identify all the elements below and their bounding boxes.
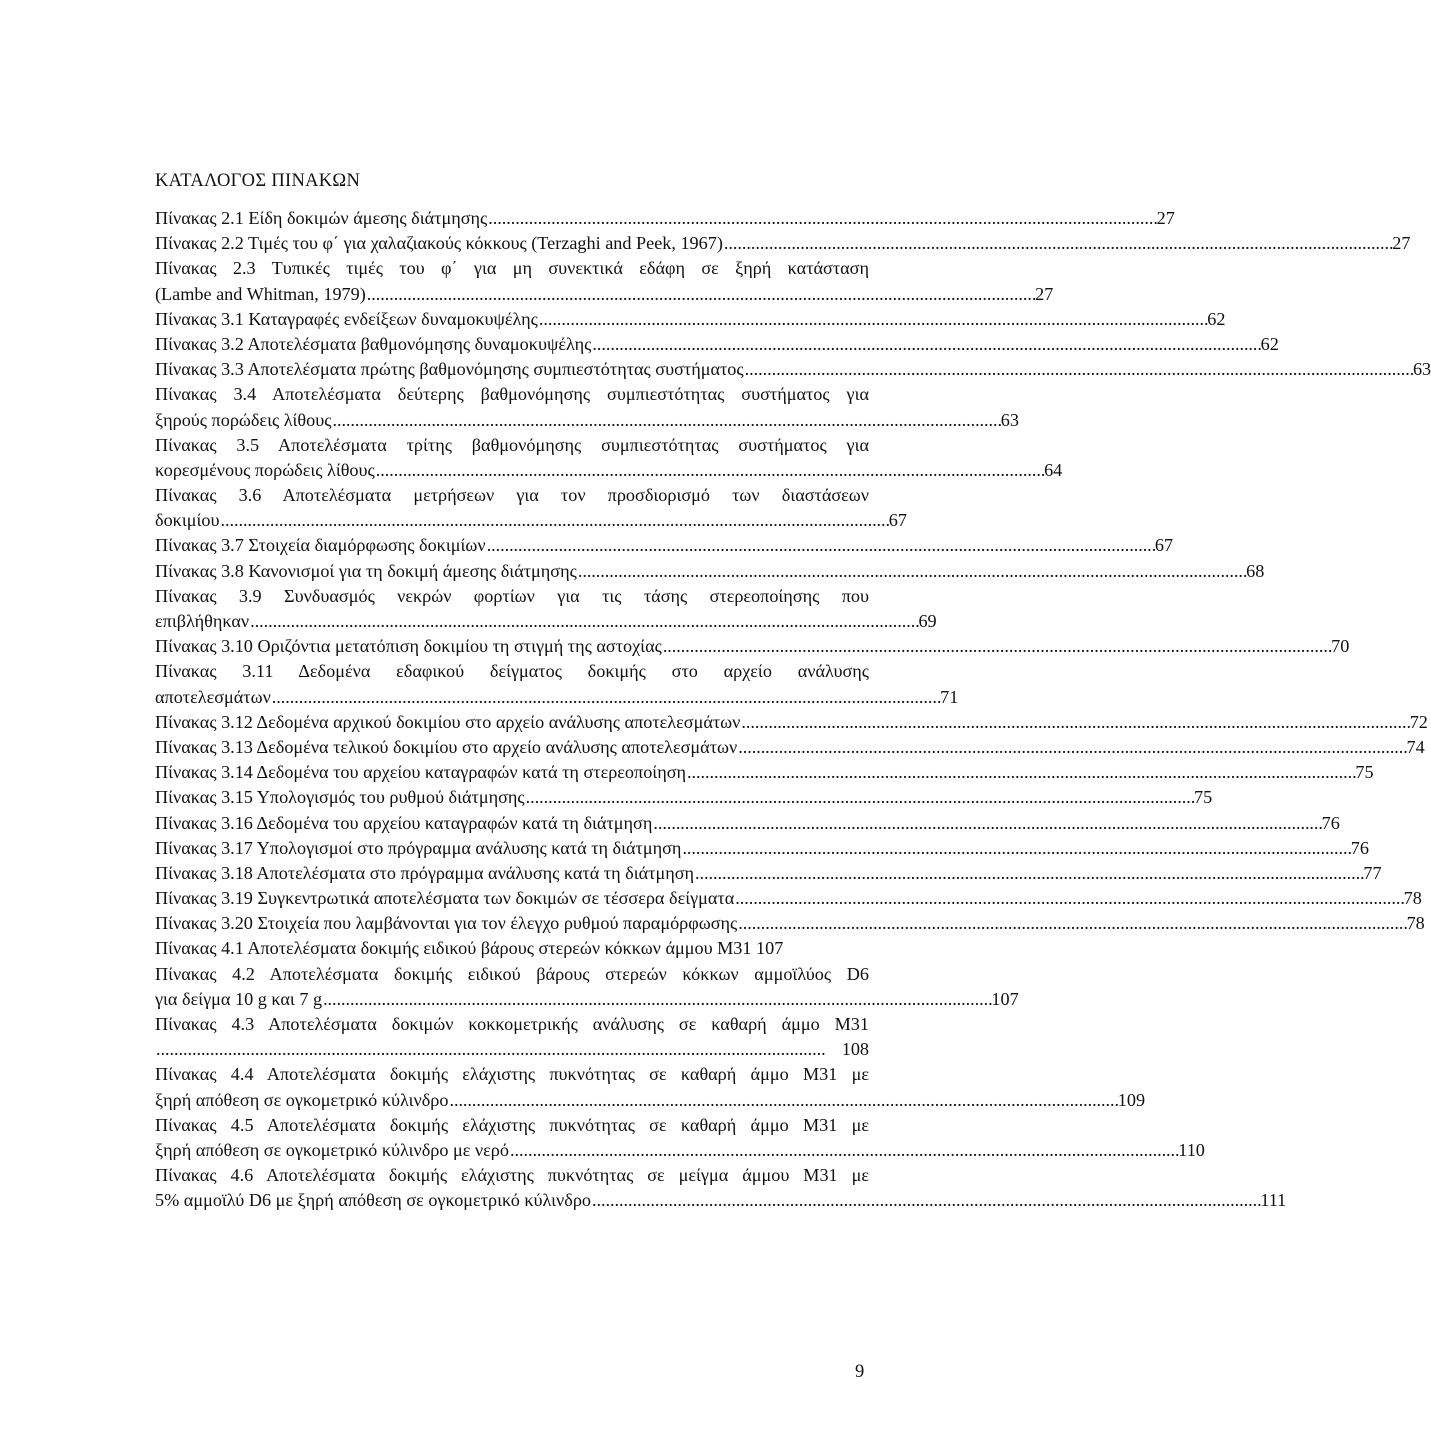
toc-entry-text: Πίνακας 3.11 Δεδομένα εδαφικού δείγματος δοκιμής στο αρχείο ανάλυσης	[155, 661, 869, 682]
toc-entry[interactable]	[155, 1062, 1146, 1112]
toc-entry-page: 64	[1044, 459, 1063, 480]
toc-entry[interactable]	[155, 483, 907, 533]
toc-entry-text: Πίνακας 3.12 Δεδομένα αρχικού δοκιμίου στο αρχείο ανάλυσης αποτελεσμάτων	[155, 711, 741, 732]
dot-leader	[510, 1138, 1177, 1163]
page-number: 9	[855, 1362, 865, 1382]
toc-entry[interactable]	[155, 256, 1054, 306]
dot-leader	[449, 1088, 1116, 1113]
toc-entry[interactable]	[155, 382, 1019, 432]
toc-entry[interactable]	[155, 811, 1340, 836]
toc-entry-page: 68	[1246, 560, 1265, 581]
toc-entry-row	[155, 206, 1175, 231]
toc-entry-page: 78	[1406, 913, 1425, 934]
toc-entry[interactable]	[155, 785, 1213, 810]
toc-entry-page: 27	[1035, 283, 1054, 304]
toc-entry-text: ξηρή απόθεση σε ογκομετρικό κύλινδρο με νερό	[155, 1139, 509, 1160]
dot-leader	[578, 559, 1245, 584]
toc-entry-page: 63	[1000, 409, 1019, 430]
toc-entry-page: 67	[888, 510, 907, 531]
dot-leader	[526, 785, 1193, 810]
toc-entry-page: 70	[1331, 636, 1350, 657]
document-page	[155, 168, 1431, 1214]
toc-entry-row	[155, 307, 1226, 332]
toc-entry-text: Πίνακας 3.4 Αποτελέσματα δεύτερης βαθμονόμησης συμπιεστότητας συστήματος για	[155, 384, 869, 405]
dot-leader	[323, 987, 990, 1012]
toc-entry-text: αποτελεσμάτων	[155, 686, 271, 707]
toc-entry-row	[155, 710, 1428, 735]
toc-entry-page: 27	[1156, 208, 1175, 228]
toc-entry-page: 72	[1409, 711, 1428, 732]
toc-entry[interactable]	[155, 559, 1265, 584]
toc-entry[interactable]	[155, 760, 1374, 785]
toc-entry-page: 107	[991, 988, 1019, 1009]
toc-entry-page: 76	[1321, 812, 1340, 833]
dot-leader	[738, 735, 1405, 760]
toc-entry-row	[155, 408, 1019, 433]
toc-entry-row	[155, 1138, 1205, 1163]
dot-leader	[332, 408, 999, 433]
toc-entry-page: 75	[1193, 787, 1213, 808]
toc-entry-text: Πίνακας 3.10 Οριζόντια μετατόπιση δοκιμίου τη στιγμή της αστοχίας	[155, 636, 662, 657]
toc-entry-text: Πίνακας 4.6 Αποτελέσματα δοκιμής ελάχιστης πυκνότητας σε μείγμα άμμου M31 με	[155, 1165, 869, 1186]
toc-entry[interactable]	[155, 836, 1369, 861]
toc-entry-text: ξηρή απόθεση σε ογκομετρικό κύλινδρο	[155, 1089, 449, 1110]
toc-entry-row	[155, 231, 1411, 256]
toc-entry-text: 5% αμμοϊλύ D6 με ξηρή απόθεση σε ογκομετρικό κύλινδρο	[155, 1190, 592, 1211]
toc-entry-page: 76	[1350, 837, 1369, 858]
toc-entry[interactable]	[155, 659, 959, 709]
dot-leader	[592, 332, 1259, 357]
toc-entry-row	[155, 1188, 1287, 1213]
dot-leader	[367, 282, 1034, 307]
toc-entry-text: Πίνακας 3.9 Συνδυασμός νεκρών φορτίων για τις τάσης στερεοποίησης που	[155, 585, 869, 606]
toc-entry-text: Πίνακας 3.3 Αποτελέσματα πρώτης βαθμονόμησης συμπιεστότητας συστήματος	[155, 359, 744, 380]
toc-entry-page: 67	[1154, 535, 1174, 556]
dot-leader	[741, 710, 1408, 735]
toc-entry-page: 62	[1260, 333, 1279, 354]
dot-leader	[724, 231, 1391, 256]
toc-entry[interactable]	[155, 231, 1411, 256]
toc-entry[interactable]	[155, 206, 1175, 231]
toc-entry-page: 108	[841, 1039, 869, 1060]
toc-entry-row	[155, 735, 1425, 760]
toc-entry-text: Πίνακας 2.3 Τυπικές τιμές του φ΄ για μη συνεκτικά εδάφη σε ξηρή κατάσταση	[155, 258, 869, 279]
dot-leader	[272, 685, 939, 710]
toc-entry-page: 74	[1406, 736, 1425, 757]
toc-entry[interactable]	[155, 433, 1063, 483]
dot-leader	[695, 861, 1362, 886]
dot-leader	[735, 886, 1402, 911]
toc-entry-page: 75	[1355, 762, 1374, 783]
toc-entry-text: Πίνακας 3.19 Συγκεντρωτικά αποτελέσματα των δοκιμών σε τέσσερα δείγματα	[155, 888, 735, 909]
toc-entry-row	[155, 1088, 1146, 1113]
toc-entry-page: 109	[1117, 1089, 1146, 1110]
toc-entry-page: 27	[1392, 233, 1411, 254]
toc-entry[interactable]	[155, 584, 937, 634]
toc-entry-text: Πίνακας 3.8 Κανονισμοί για τη δοκιμή άμεσης διάτμησης	[155, 560, 577, 581]
toc-entry-row	[155, 886, 1422, 911]
page-title: ΚΑΤΑΛΟΓΟΣ ΠΙΝΑΚΩΝ	[155, 171, 361, 191]
dot-leader	[487, 533, 1154, 558]
toc-entry-text: Πίνακας 3.5 Αποτελέσματα τρίτης βαθμονόμησης συμπιεστότητας συστήματος για	[155, 434, 869, 455]
toc-entry-text: Πίνακας 3.16 Δεδομένα του αρχείου καταγραφών κατά τη διάτμηση	[155, 812, 653, 833]
dot-leader	[250, 609, 917, 634]
toc-entry[interactable]	[155, 357, 1431, 382]
toc-entry-row	[155, 559, 1265, 584]
table-of-tables-list	[155, 206, 1431, 1214]
toc-entry-text: για δείγμα 10 g και 7 g	[155, 988, 323, 1009]
toc-entry-text: Πίνακας 4.3 Αποτελέσματα δοκιμών κοκκομετρικής ανάλυσης σε καθαρή άμμο M31	[155, 1014, 869, 1034]
toc-entry-row	[155, 609, 937, 634]
toc-entry-page: 110	[1178, 1139, 1205, 1160]
toc-entry-row	[155, 836, 1369, 861]
toc-entry-text: Πίνακας 2.1 Είδη δοκιμών άμεσης διάτμησης	[155, 208, 488, 228]
toc-entry-row	[155, 685, 959, 710]
toc-entry-row	[155, 785, 1213, 810]
toc-entry-text: Πίνακας 3.6 Αποτελέσματα μετρήσεων για τον προσδιορισμό των διαστάσεων	[155, 485, 869, 506]
toc-entry[interactable]	[155, 861, 1382, 886]
toc-entry-text: κορεσμένους πορώδεις λίθους	[155, 459, 375, 480]
toc-entry-text: Πίνακας 3.13 Δεδομένα τελικού δοκιμίου στο αρχείο ανάλυσης αποτελεσμάτων	[155, 736, 738, 757]
toc-entry-text: Πίνακας 3.20 Στοιχεία που λαμβάνονται για τον έλεγχο ρυθμού παραμόρφωσης	[155, 913, 738, 934]
toc-entry-row	[155, 811, 1340, 836]
dot-leader	[488, 206, 1155, 231]
toc-entry[interactable]	[155, 533, 1174, 558]
toc-entry-text: Πίνακας 4.5 Αποτελέσματα δοκιμής ελάχιστης πυκνότητας σε καθαρή άμμο M31 με	[155, 1114, 869, 1135]
toc-entry-text: Πίνακας 4.4 Αποτελέσματα δοκιμής ελάχιστης πυκνότητας σε καθαρή άμμο M31 με	[155, 1064, 869, 1085]
toc-entry-text: Πίνακας 4.1 Αποτελέσματα δοκιμής ειδικού βάρους στερεών κόκκων άμμου M31 107	[155, 938, 784, 959]
toc-entry-row	[155, 332, 1279, 357]
toc-entry-page: 111	[1260, 1190, 1287, 1211]
dot-leader	[663, 634, 1330, 659]
toc-entry-text: ξηρούς πορώδεις λίθους	[155, 409, 332, 430]
toc-entry-row	[155, 357, 1431, 382]
dot-leader	[653, 811, 1320, 836]
toc-entry-row	[155, 282, 1054, 307]
toc-entry-text: Πίνακας 3.7 Στοιχεία διαμόρφωσης δοκιμίων	[155, 535, 486, 556]
toc-entry[interactable]	[155, 1012, 869, 1062]
toc-entry[interactable]	[155, 1163, 1287, 1213]
dot-leader	[738, 911, 1405, 936]
dot-leader	[156, 1037, 841, 1062]
toc-entry-text: (Lambe and Whitman, 1979)	[155, 283, 366, 304]
toc-entry-text: Πίνακας 3.2 Αποτελέσματα βαθμονόμησης δυναμοκυψέλης	[155, 333, 592, 354]
dot-leader	[745, 357, 1412, 382]
toc-entry[interactable]	[155, 886, 1422, 911]
toc-entry[interactable]	[155, 1113, 1205, 1163]
toc-entry-page: 62	[1207, 308, 1226, 329]
toc-entry[interactable]	[155, 332, 1279, 357]
dot-leader	[220, 508, 887, 533]
toc-entry-row	[155, 861, 1382, 886]
toc-entry-row	[155, 533, 1174, 558]
toc-entry-page: 63	[1412, 359, 1431, 380]
toc-entry-row	[155, 508, 907, 533]
toc-entry-page: 78	[1403, 888, 1422, 909]
toc-entry-page: 71	[940, 686, 959, 707]
toc-entry[interactable]	[155, 962, 1019, 1012]
toc-entry-text: Πίνακας 3.1 Καταγραφές ενδείξεων δυναμοκυψέλης	[155, 308, 538, 329]
toc-entry-row	[155, 987, 1019, 1012]
dot-leader	[687, 760, 1354, 785]
toc-entry[interactable]	[155, 710, 1428, 735]
toc-entry-text: Πίνακας 4.2 Αποτελέσματα δοκιμής ειδικού βάρους στερεών κόκκων αμμοϊλύος D6	[155, 963, 869, 984]
toc-entry-text: επιβλήθηκαν	[155, 611, 250, 631]
toc-entry-text: Πίνακας 3.15 Υπολογισμός του ρυθμού διάτμησης	[155, 787, 525, 808]
toc-entry[interactable]	[155, 307, 1226, 332]
toc-entry-page: 77	[1363, 862, 1382, 883]
toc-entry-row	[155, 911, 1425, 936]
toc-entry-row	[155, 634, 1350, 659]
dot-leader	[682, 836, 1349, 861]
toc-entry[interactable]	[155, 735, 1425, 760]
toc-entry[interactable]	[155, 936, 869, 961]
dot-leader	[376, 458, 1043, 483]
dot-leader	[592, 1188, 1259, 1213]
toc-entry-text: Πίνακας 3.17 Υπολογισμοί στο πρόγραμμα ανάλυσης κατά τη διάτμηση	[155, 837, 682, 858]
toc-entry-text: Πίνακας 3.18 Αποτελέσματα στο πρόγραμμα ανάλυσης κατά τη διάτμηση	[155, 862, 695, 883]
toc-entry-row	[155, 458, 1063, 483]
toc-entry[interactable]	[155, 911, 1425, 936]
toc-entry-row	[155, 760, 1374, 785]
toc-entry-row	[155, 1037, 869, 1062]
toc-entry-page: 69	[918, 611, 937, 631]
toc-entry-text: Πίνακας 2.2 Τιμές του φ΄ για χαλαζιακούς κόκκους (Terzaghi and Peek, 1967)	[155, 233, 723, 254]
toc-entry-row	[155, 936, 869, 961]
dot-leader	[539, 307, 1206, 332]
toc-entry[interactable]	[155, 634, 1350, 659]
toc-entry-text: Πίνακας 3.14 Δεδομένα του αρχείου καταγραφών κατά τη στερεοποίηση	[155, 762, 687, 783]
toc-entry-text: δοκιμίου	[155, 510, 220, 531]
